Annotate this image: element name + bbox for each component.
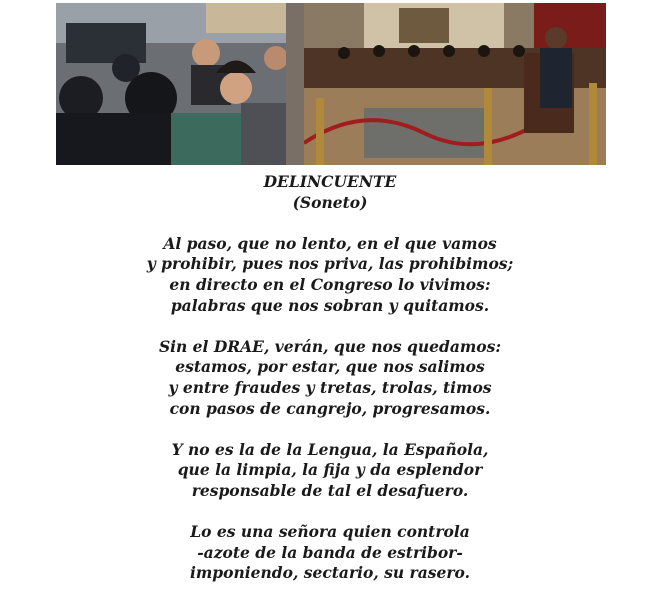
poem [0,172,660,584]
poem-line: en directo en el Congreso lo vivimos: [169,274,491,294]
poem-line: y entre fraudes y tretas, trolas, timos [168,377,492,397]
stanza-2 [0,337,660,419]
poem-subtitle: (Soneto) [292,192,368,212]
stanza-4 [0,522,660,584]
stanza-1 [0,234,660,316]
poem-line: palabras que nos sobran y quitamos. [170,295,490,315]
poem-title: DELINCUENTE [263,172,397,191]
poem-line: Al paso, que no lento, en el que vamos [163,233,497,253]
courtroom-photo-illustration [304,3,606,165]
poem-line: Sin el DRAE, verán, que nos quedamos: [158,336,502,356]
poem-line: imponiendo, sectario, su rasero. [190,563,470,583]
poem-line: estamos, por estar, que nos salimos [175,357,485,377]
poem-line: con pasos de cangrejo, progresamos. [169,398,491,418]
stanza-3 [0,440,660,502]
courtroom-photo [304,3,606,165]
poem-line: Lo es una señora quien controla [190,522,470,542]
protest-photo-illustration [56,3,304,165]
header-photos [56,3,606,165]
poem-line: -azote de la banda de estribor- [197,542,463,562]
poem-line: que la limpia, la fija y da esplendor [177,460,483,480]
poem-line: y prohibir, pues nos priva, las prohibimos; [146,254,514,274]
poem-line: Y no es la de la Lengua, la Española, [171,439,489,459]
poem-line: responsable de tal el desafuero. [191,480,469,500]
protest-photo [56,3,304,165]
